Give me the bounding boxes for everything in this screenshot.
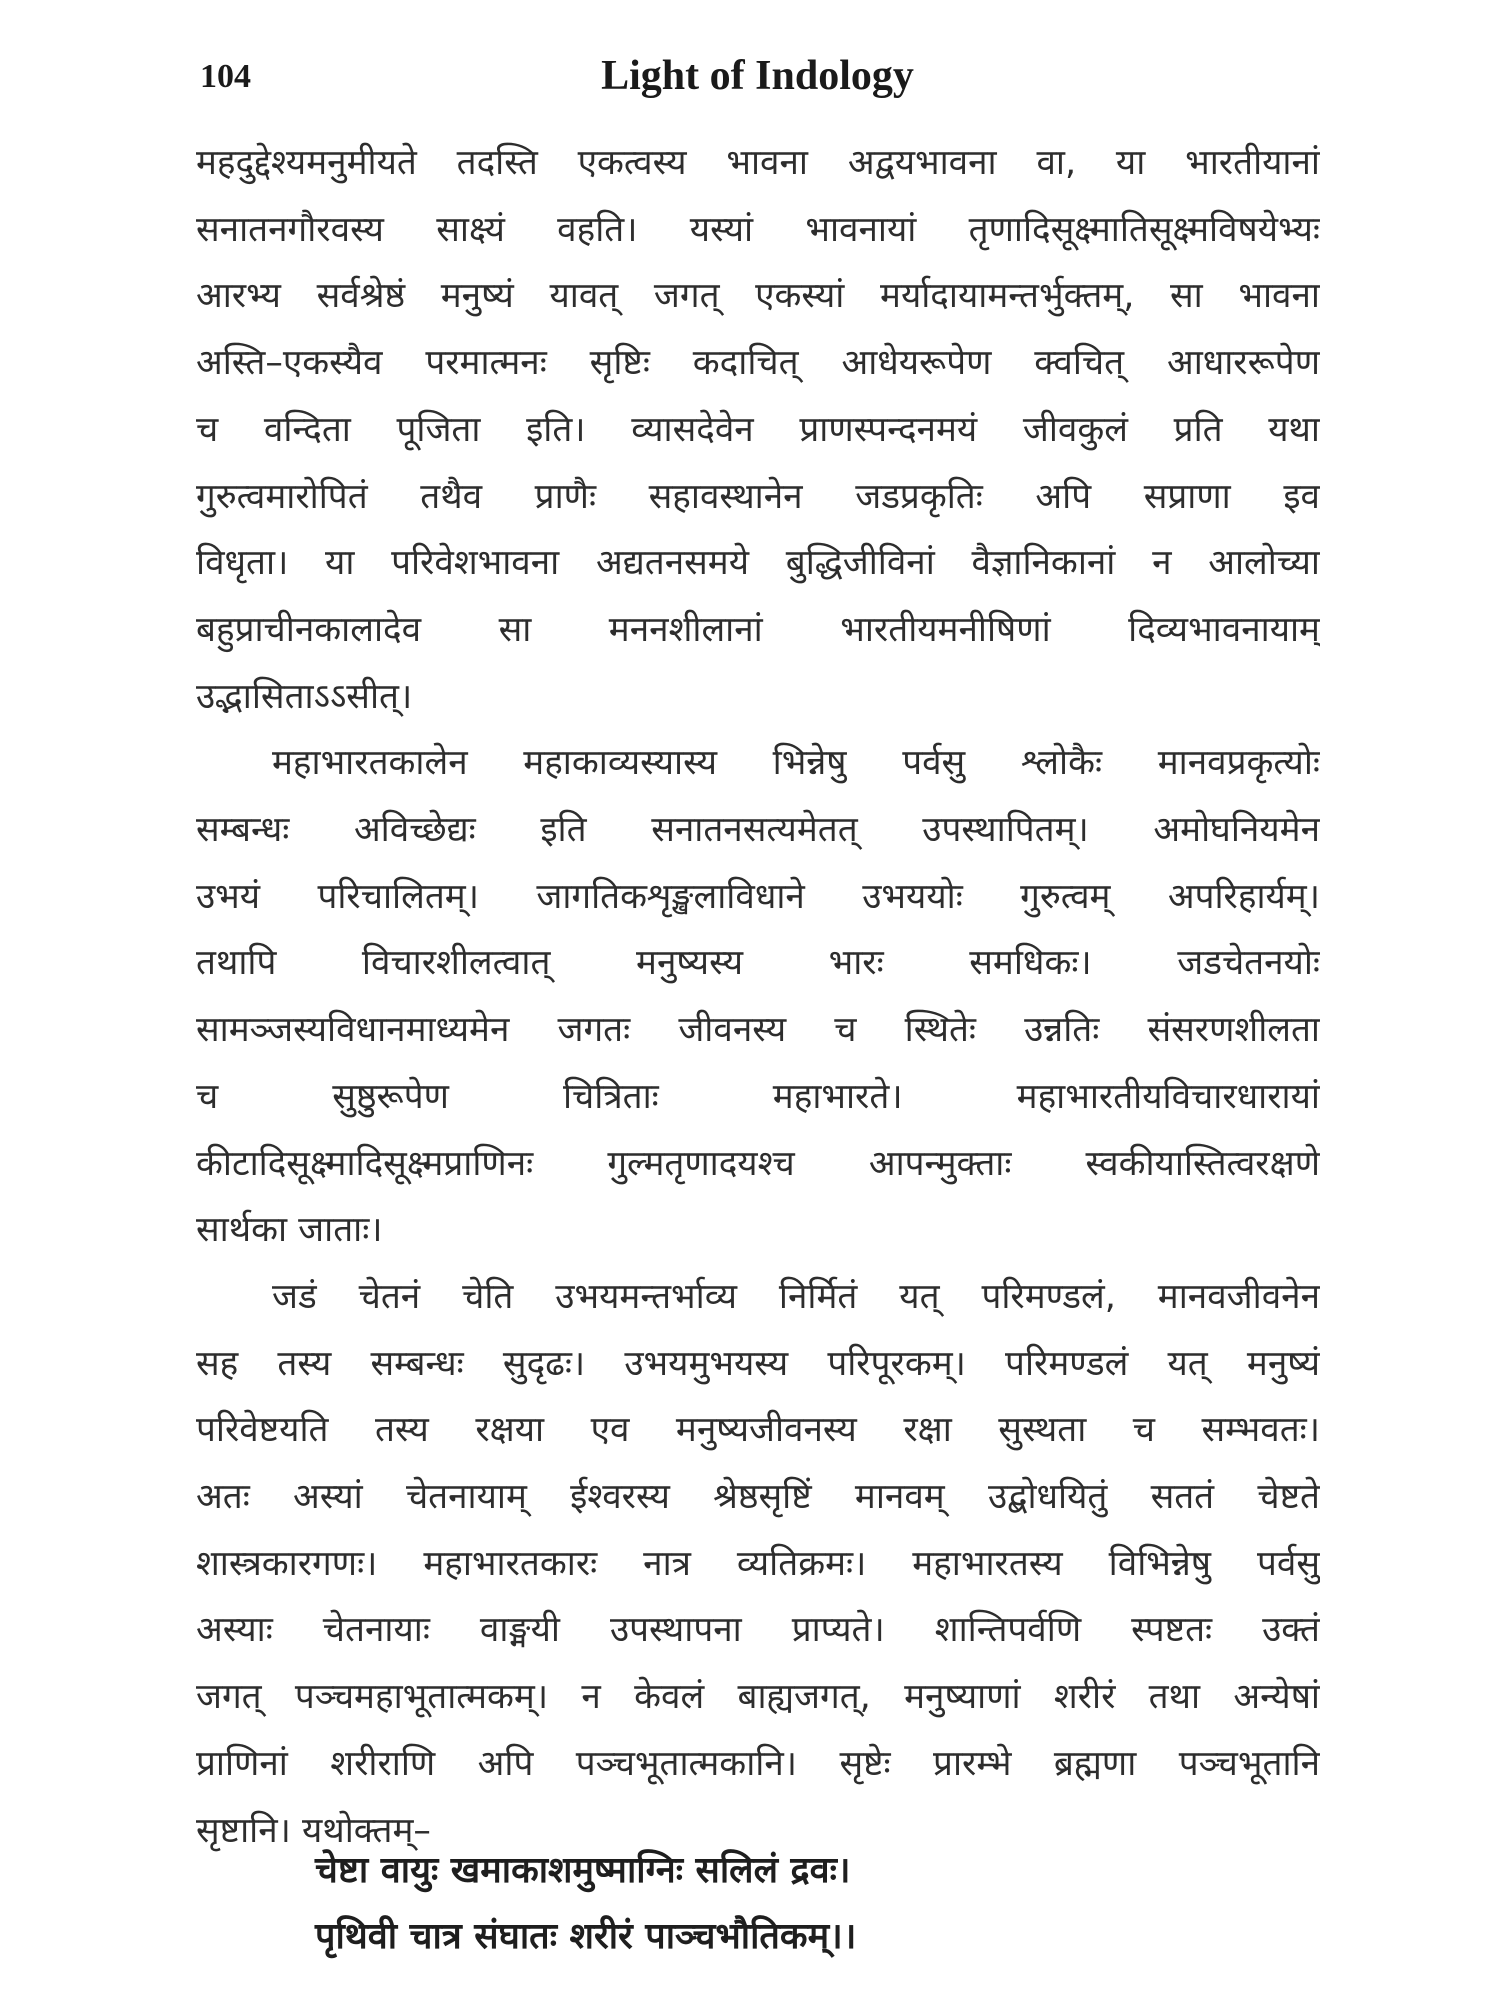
verse-line: चेष्टा वायुः खमाकाशमुष्माग्निः सलिलं द्रवः। <box>315 1850 851 1891</box>
text-line: गुरुत्वमारोपितं तथैव प्राणैः सहावस्थानेन जडप्रकृतिः अपि सप्राणा इव <box>196 476 1320 517</box>
text-line: महदुद्देश्यमनुमीयते तदस्ति एकत्वस्य भावना अद्वयभावना वा, या भारतीयानां <box>196 143 1320 183</box>
text-line: च सुष्ठुरूपेण चित्रिताः महाभारते। महाभारतीयविचारधारायां <box>196 1076 1320 1117</box>
text-line: जगत् पञ्चमहाभूतात्मकम्। न केवलं बाह्यजगत्, मनुष्याणां शरीरं तथा अन्येषां <box>196 1677 1320 1718</box>
text-line: सनातनगौरवस्य साक्ष्यं वहति। यस्यां भावनायां तृणादिसूक्ष्मातिसूक्ष्मविषयेभ्यः <box>196 209 1320 250</box>
paragraph-3 <box>196 1264 1320 1864</box>
text-line: परिवेष्टयति तस्य रक्षया एव मनुष्यजीवनस्य रक्षा सुस्थता च सम्भवतः। <box>196 1410 1320 1451</box>
text-line: अस्ति–एकस्यैव परमात्मनः सृष्टिः कदाचित् आधेयरूपेण क्वचित् आधाररूपेण <box>196 343 1320 384</box>
text-line: च वन्दिता पूजिता इति। व्यासदेवेन प्राणस्पन्दनमयं जीवकुलं प्रति यथा <box>196 409 1320 450</box>
running-title: Light of Indology <box>601 53 914 99</box>
text-line: प्राणिनां शरीराणि अपि पञ्चभूतात्मकानि। सृष्टेः प्रारम्भे ब्रह्मणा पञ्चभूतानि <box>196 1743 1320 1784</box>
text-line: सृष्टानि। यथोक्तम्– <box>196 1810 431 1851</box>
paragraph-1 <box>196 130 1320 730</box>
text-line: महाभारतकालेन महाकाव्यस्यास्य भिन्नेषु पर्वसु श्लोकैः मानवप्रकृत्योः <box>272 743 1320 784</box>
text-line: अतः अस्यां चेतनायाम् ईश्वरस्य श्रेष्ठसृष्टिं मानवम् उद्बोधयितुं सततं चेष्टते <box>196 1477 1320 1518</box>
page-header <box>200 52 1315 112</box>
text-line: उद्भासिताऽऽसीत्। <box>196 676 413 717</box>
text-line: बहुप्राचीनकालादेव सा मननशीलानां भारतीयमनीषिणां दिव्यभावनायाम् <box>196 609 1320 650</box>
text-line: अस्याः चेतनायाः वाङ्मयी उपस्थापना प्राप्यते। शान्तिपर्वणि स्पष्टतः उक्तं <box>196 1610 1320 1651</box>
text-line: शास्त्रकारगणः। महाभारतकारः नात्र व्यतिक्रमः। महाभारतस्य विभिन्नेषु पर्वसु <box>196 1543 1320 1584</box>
text-line: जडं चेतनं चेति उभयमन्तर्भाव्य निर्मितं यत् परिमण्डलं, मानवजीवनेन <box>272 1276 1320 1317</box>
body-text <box>196 130 1320 1864</box>
verse-block <box>315 1838 1215 1970</box>
verse-line: पृथिवी चात्र संघातः शरीरं पाञ्चभौतिकम्।। <box>315 1916 857 1957</box>
text-line: विधृता। या परिवेशभावना अद्यतनसमये बुद्धिजीविनां वैज्ञानिकानां न आलोच्या <box>196 543 1320 584</box>
text-line: सामञ्जस्यविधानमाध्यमेन जगतः जीवनस्य च स्थितेः उन्नतिः संसरणशीलता <box>196 1010 1320 1051</box>
paragraph-2 <box>196 730 1320 1264</box>
text-line: सार्थका जाताः। <box>196 1210 383 1251</box>
text-line: तथापि विचारशीलत्वात् मनुष्यस्य भारः समधिकः। जडचेतनयोः <box>196 943 1320 984</box>
text-line: आरभ्य सर्वश्रेष्ठं मनुष्यं यावत् जगत् एकस्यां मर्यादायामन्तर्भुक्तम्, सा भावना <box>196 276 1320 317</box>
text-line: सह तस्य सम्बन्धः सुदृढः। उभयमुभयस्य परिपूरकम्। परिमण्डलं यत् मनुष्यं <box>196 1343 1320 1384</box>
text-line: कीटादिसूक्ष्मादिसूक्ष्मप्राणिनः गुल्मतृणादयश्च आपन्मुक्ताः स्वकीयास्तित्वरक्षणे <box>196 1143 1320 1184</box>
page-number: 104 <box>200 58 251 95</box>
text-line: उभयं परिचालितम्। जागतिकशृङ्खलाविधाने उभययोः गुरुत्वम् अपरिहार्यम्। <box>196 876 1320 917</box>
text-line: सम्बन्धः अविच्छेद्यः इति सनातनसत्यमेतत् उपस्थापितम्। अमोघनियमेन <box>196 810 1320 851</box>
